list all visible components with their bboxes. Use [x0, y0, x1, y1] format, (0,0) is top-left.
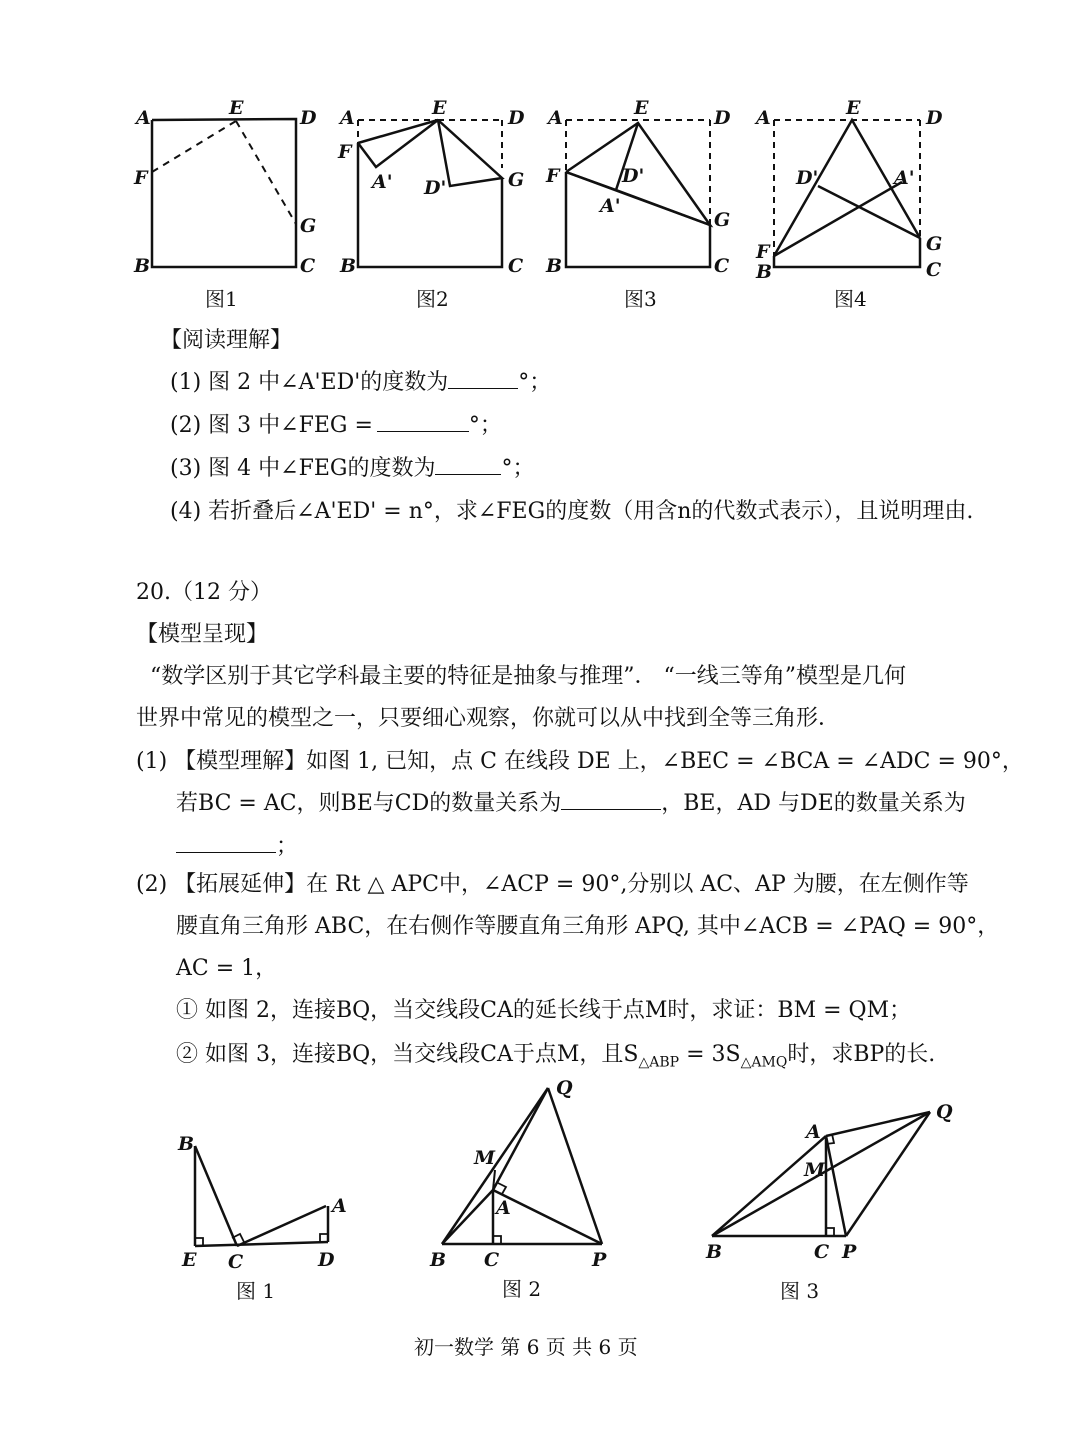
fig3-caption: 图3 — [624, 287, 657, 311]
fig1-label-f: F — [134, 167, 148, 189]
bfig3-label-p: P — [842, 1241, 857, 1263]
q20-number: 20.（12 分） — [136, 580, 272, 605]
fig1-label-c: C — [300, 255, 316, 277]
fig4-label-c: C — [926, 259, 942, 281]
fig1-caption: 图1 — [205, 287, 238, 311]
reading-q3 — [170, 454, 535, 484]
bfig2-caption: 图 2 — [502, 1277, 542, 1301]
q20-sub2-text-b: = 3S — [679, 1042, 741, 1067]
fig4-label-a: A — [756, 107, 771, 129]
q20-part1-line3 — [176, 832, 298, 862]
reading-q1 — [170, 368, 551, 398]
bfig2-label-p: P — [592, 1249, 607, 1271]
q20-part2-line1: (2) 【拓展延伸】在 Rt △ APC中，∠ACP = 90°,分别以 AC、AP 为腰，在左侧作等 — [136, 872, 969, 897]
reading-q3-suffix: °； — [501, 456, 535, 481]
reading-q4: (4) 若折叠后∠A'ED' = n°，求∠FEG的度数（用含n的代数式表示），且说明理由. — [170, 499, 974, 524]
bfig2-label-m: M — [474, 1147, 496, 1169]
figure-2-bottom — [442, 1088, 602, 1244]
fig4-label-d: D — [926, 107, 943, 129]
page-footer: 初一数学 第 6 页 共 6 页 — [414, 1335, 638, 1359]
fig4-label-d-prime: D' — [796, 167, 819, 189]
fig2-label-c: C — [508, 255, 524, 277]
bfig2-label-b: B — [430, 1249, 447, 1271]
fig2-label-a: A — [340, 107, 355, 129]
fig4-caption: 图4 — [834, 287, 867, 311]
fig1-label-b: B — [134, 255, 151, 277]
bfig1-caption: 图 1 — [236, 1279, 276, 1303]
fig2-label-g: G — [508, 169, 525, 191]
fig3-label-d: D — [714, 107, 731, 129]
fig4-label-a-prime: A' — [894, 167, 915, 189]
q20-part1-end: ； — [276, 834, 299, 859]
q20-part1-text: 若BC = AC，则BE与CD的数量关系为 — [176, 791, 562, 816]
bfig3-label-b: B — [706, 1241, 723, 1263]
fig2-label-b: B — [340, 255, 357, 277]
fig3-label-c: C — [714, 255, 730, 277]
reading-q3-text: (3) 图 4 中∠FEG的度数为 — [170, 456, 436, 481]
fig2-label-a-prime: A' — [372, 171, 393, 193]
reading-heading: 【阅读理解】 — [160, 328, 293, 353]
fig3-label-b: B — [546, 255, 563, 277]
bfig1-label-a: A — [332, 1195, 347, 1217]
fig3-label-g: G — [714, 209, 731, 231]
q20-intro-1: “数学区别于其它学科最主要的特征是抽象与推理”． “一线三等角”模型是几何 — [150, 664, 906, 689]
fig3-label-e: E — [634, 97, 649, 119]
reading-q2 — [170, 411, 502, 441]
q20-part2-line3: AC = 1， — [176, 956, 278, 981]
q20-sub2-text-a: ② 如图 3，连接BQ，当交线段CA于点M，且S — [176, 1042, 639, 1067]
q20-heading: 【模型呈现】 — [136, 622, 269, 647]
fig2-caption: 图2 — [416, 287, 449, 311]
figure-1-top — [152, 119, 296, 267]
figure-4-top — [774, 120, 920, 267]
bfig3-label-a: A — [806, 1121, 821, 1143]
figure-1-bottom — [195, 1146, 328, 1246]
fig4-label-e: E — [846, 97, 861, 119]
bfig1-label-c: C — [228, 1251, 244, 1273]
fig3-label-a: A — [548, 107, 563, 129]
fig3-label-d-prime: D' — [622, 165, 645, 187]
answer-blank-3[interactable] — [435, 454, 501, 475]
fig3-label-f: F — [546, 165, 560, 187]
bfig3-caption: 图 3 — [780, 1279, 820, 1303]
reading-q2-text: (2) 图 3 中∠FEG = — [170, 413, 373, 438]
fig2-label-e: E — [432, 97, 447, 119]
q20-part1-text-b: ，BE，AD 与DE的数量关系为 — [661, 791, 966, 816]
bfig2-label-q: Q — [556, 1077, 573, 1099]
bfig1-label-d: D — [318, 1249, 335, 1271]
bfig2-label-c: C — [484, 1249, 500, 1271]
answer-blank-5[interactable] — [176, 832, 276, 853]
fig4-label-f: F — [756, 241, 770, 263]
answer-blank-2[interactable] — [377, 411, 469, 432]
top-figures — [0, 0, 1080, 320]
bfig2-label-a: A — [496, 1197, 511, 1219]
q20-part1-line2 — [176, 789, 966, 819]
fig1-label-d: D — [300, 107, 317, 129]
reading-q2-suffix: °； — [468, 413, 502, 438]
fig4-label-b: B — [756, 261, 773, 283]
q20-intro-2: 世界中常见的模型之一，只要细心观察，你就可以从中找到全等三角形． — [136, 706, 841, 731]
bfig3-label-c: C — [814, 1241, 830, 1263]
fig3-label-a-prime: A' — [600, 195, 621, 217]
fig2-label-d-prime: D' — [424, 177, 447, 199]
bfig1-label-e: E — [182, 1249, 197, 1271]
fig2-label-d: D — [508, 107, 525, 129]
reading-q1-suffix: °； — [518, 370, 552, 395]
fig2-label-f: F — [338, 141, 352, 163]
figure-3-top — [566, 120, 710, 267]
answer-blank-1[interactable] — [448, 368, 518, 389]
bfig3-label-q: Q — [936, 1101, 953, 1123]
q20-sub2-text-c: 时，求BP的长. — [787, 1042, 936, 1067]
bfig3-label-m: M — [804, 1159, 826, 1181]
q20-sub2-subscript-1: △ABP — [638, 1054, 680, 1071]
bottom-figures — [0, 1070, 1080, 1310]
q20-part2-line2: 腰直角三角形 ABC，在右侧作等腰直角三角形 APQ, 其中∠ACB = ∠PAQ = 90°， — [176, 914, 1000, 939]
fig1-label-a: A — [136, 107, 151, 129]
answer-blank-4[interactable] — [561, 789, 661, 810]
fig1-label-g: G — [300, 215, 317, 237]
q20-part2-sub1: ① 如图 2，连接BQ，当交线段CA的延长线于点M时，求证：BM = QM； — [176, 998, 912, 1023]
bfig1-label-b: B — [178, 1133, 195, 1155]
fig4-label-g: G — [926, 233, 943, 255]
q20-sub2-subscript-2: △AMQ — [740, 1054, 788, 1071]
reading-q1-text: (1) 图 2 中∠A'ED'的度数为 — [170, 370, 449, 395]
q20-part1-line1: (1) 【模型理解】如图 1, 已知，点 C 在线段 DE 上，∠BEC = ∠BCA = ∠ADC = 90°， — [136, 749, 1024, 774]
fig1-label-e: E — [229, 97, 244, 119]
